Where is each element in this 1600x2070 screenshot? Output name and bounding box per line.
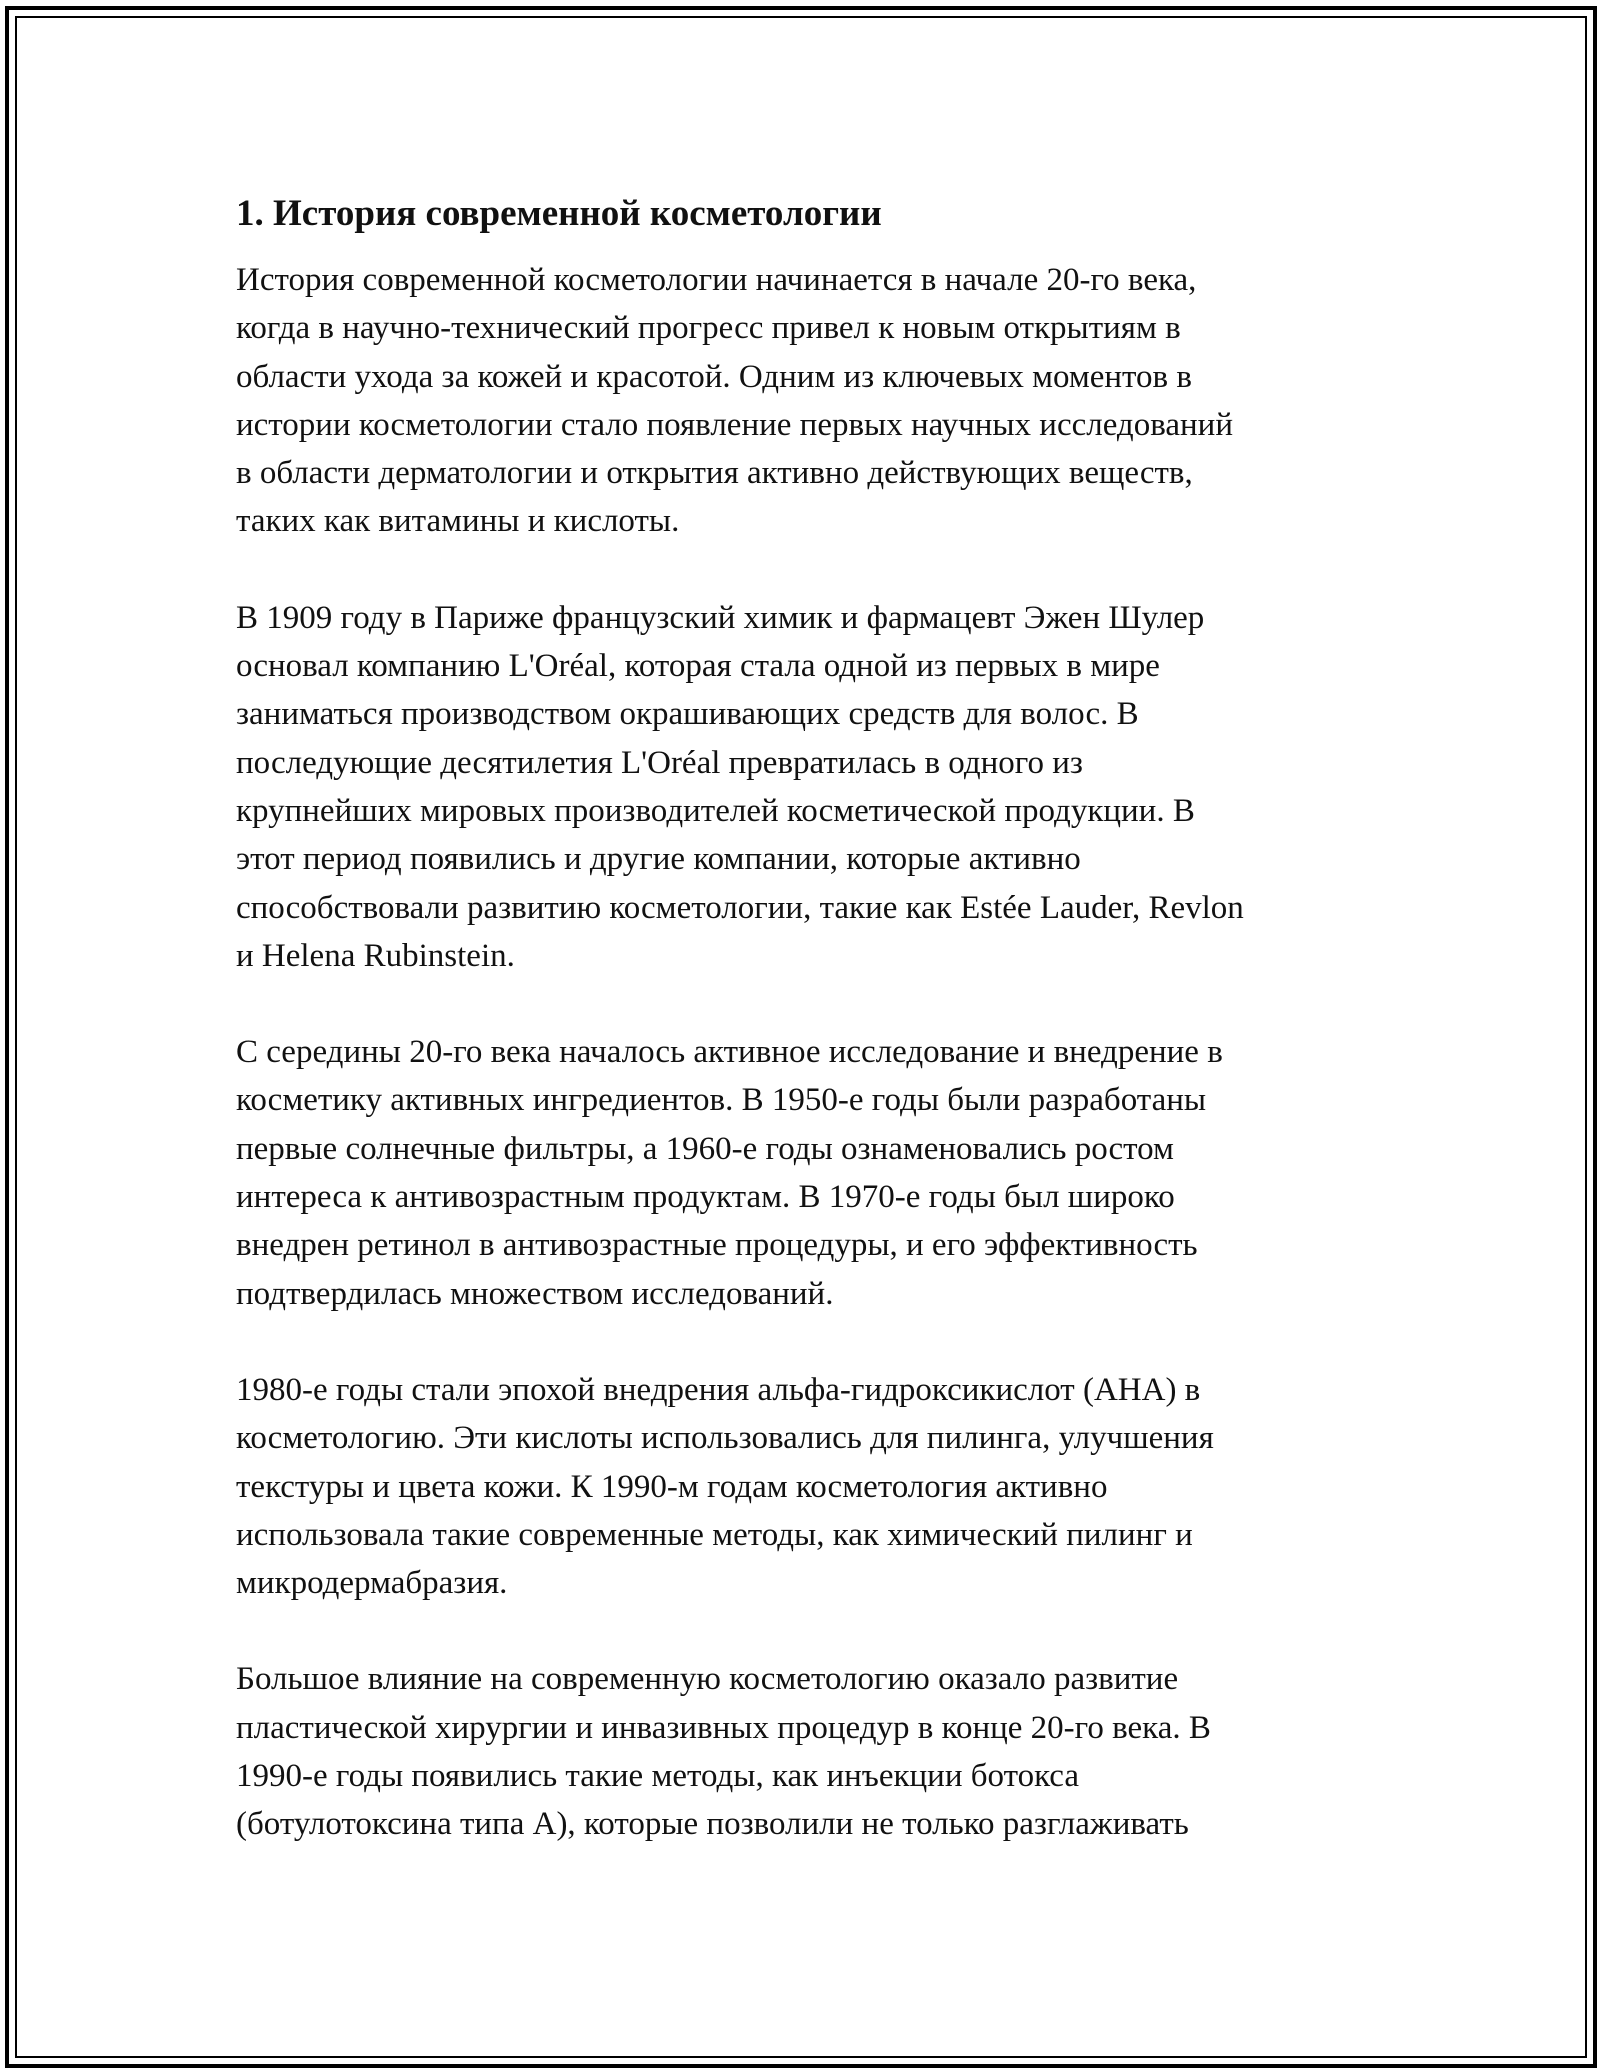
text-line: способствовали развитию косметологии, такие как Estée Lauder, Revlon [236,889,1244,926]
text-line: интереса к антивозрастным продуктам. В 1970-е годы был широко [236,1179,1175,1216]
text-line: микродермабразия. [236,1565,508,1602]
text-line: истории косметологии стало появление первых научных исследований [236,406,1233,443]
paragraph-2 [236,594,1376,980]
text-line: когда в научно-технический прогресс привел к новым открытиям в [236,310,1181,347]
text-line: этот период появились и другие компании, которые активно [236,841,1081,878]
text-line: (ботулотоксина типа А), которые позволили не только разглаживать [236,1806,1189,1843]
paragraph-4 [236,1366,1376,1607]
section-heading: 1. История современной косметологии [236,193,882,234]
text-line: первые солнечные фильтры, а 1960-е годы ознаменовались ростом [236,1130,1174,1167]
text-line: История современной косметологии начинается в начале 20-го века, [236,262,1197,298]
text-line: таких как витамины и кислоты. [236,503,680,540]
text-line: В 1909 году в Париже французский химик и фармацевт Эжен Шулер [236,599,1205,636]
text-line: и Helena Rubinstein. [236,937,515,974]
text-line: в области дерматологии и открытия активно действующих веществ, [236,455,1193,492]
text-line: 1980-е годы стали эпохой внедрения альфа-гидроксикислот (AHA) в [236,1371,1201,1408]
text-line: заниматься производством окрашивающих средств для волос. В [236,696,1139,733]
text-line: области ухода за кожей и красотой. Одним из ключевых моментов в [236,358,1192,395]
text-line: текстуры и цвета кожи. К 1990-м годам косметология активно [236,1468,1108,1505]
text-line: косметику активных ингредиентов. В 1950-е годы были разработаны [236,1082,1207,1119]
text-line: внедрен ретинол в антивозрастные процедуры, и его эффективность [236,1227,1198,1264]
text-line: крупнейших мировых производителей косметической продукции. В [236,792,1195,829]
text-line: косметологию. Эти кислоты использовались для пилинга, улучшения [236,1420,1214,1457]
text-line: С середины 20-го века началось активное исследование и внедрение в [236,1034,1223,1071]
text-line: подтвердилась множеством исследований. [236,1275,834,1312]
text-line: использовала такие современные методы, как химический пилинг и [236,1516,1193,1553]
text-line: 1990-е годы появились такие методы, как инъекции ботокса [236,1758,1079,1795]
text-line: пластической хирургии и инвазивных процедур в конце 20-го века. В [236,1709,1211,1746]
paragraph-1 [236,256,1376,546]
paragraph-5 [236,1655,1376,1848]
paragraph-3 [236,1028,1376,1318]
text-line: основал компанию L'Oréal, которая стала одной из первых в мире [236,648,1160,685]
document-page [236,186,1376,1849]
text-line: Большое влияние на современную косметологию оказало развитие [236,1661,1179,1698]
text-line: последующие десятилетия L'Oréal превратилась в одного из [236,744,1083,781]
